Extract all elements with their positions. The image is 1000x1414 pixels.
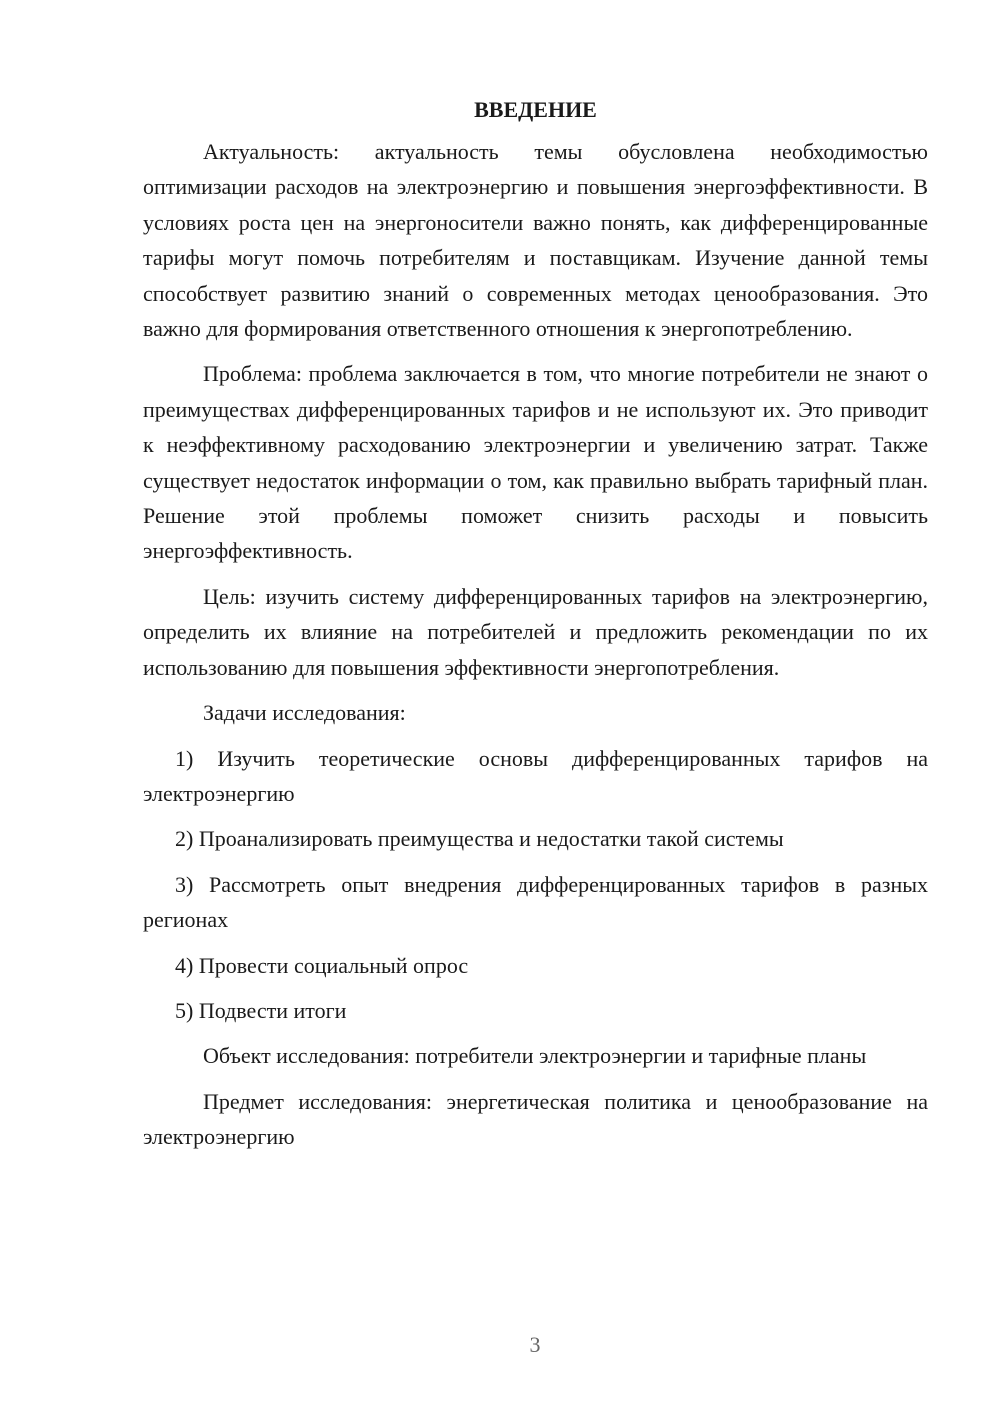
document-page — [143, 92, 928, 1165]
task-item-2: 2) Проанализировать преимущества и недостатки такой системы — [175, 826, 784, 852]
subject-paragraph: Предмет исследования: энергетическая политика и ценообразование на электроэнергию — [143, 1088, 928, 1150]
problem-paragraph: Проблема: проблема заключается в том, что многие потребители не знают о преимуществах дифференцированных тарифов и не используют их. Это приводит к неэффективному расходованию электроэнергии и увеличению затрат. Также существует недостаток информации о том, как правильно выбрать тарифный план. Решение этой проблемы поможет снизить расходы и повысить энергоэффективность. — [143, 361, 928, 564]
page-number: 3 — [529, 1332, 541, 1357]
task-item-1: 1) Изучить теоретические основы дифференцированных тарифов на электроэнергию — [143, 745, 928, 806]
task-item-3: 3) Рассмотреть опыт внедрения дифференцированных тарифов в разных регионах — [143, 871, 928, 933]
goal-paragraph: Цель: изучить систему дифференцированных тарифов на электроэнергию, определить их влияние на потребителей и предложить рекомендации по их использованию для повышения эффективности энергопотребления. — [143, 583, 928, 680]
section-heading: ВВЕДЕНИЕ — [474, 97, 597, 122]
tasks-heading: Задачи исследования: — [203, 700, 406, 726]
relevance-paragraph: Актуальность: актуальность темы обусловлена необходимостью оптимизации расходов на электроэнергию и повышения энергоэффективности. В условиях роста цен на энергоносители важно понять, как дифференцированные тарифы могут помочь потребителям и поставщикам. Изучение данной темы способствует развитию знаний о современных методах ценообразования. Это важно для формирования ответственного отношения к энергопотреблению. — [143, 139, 928, 342]
object-paragraph: Объект исследования: потребители электроэнергии и тарифные планы — [203, 1043, 867, 1069]
task-item-5: 5) Подвести итоги — [175, 997, 347, 1023]
task-item-4: 4) Провести социальный опрос — [175, 952, 469, 978]
